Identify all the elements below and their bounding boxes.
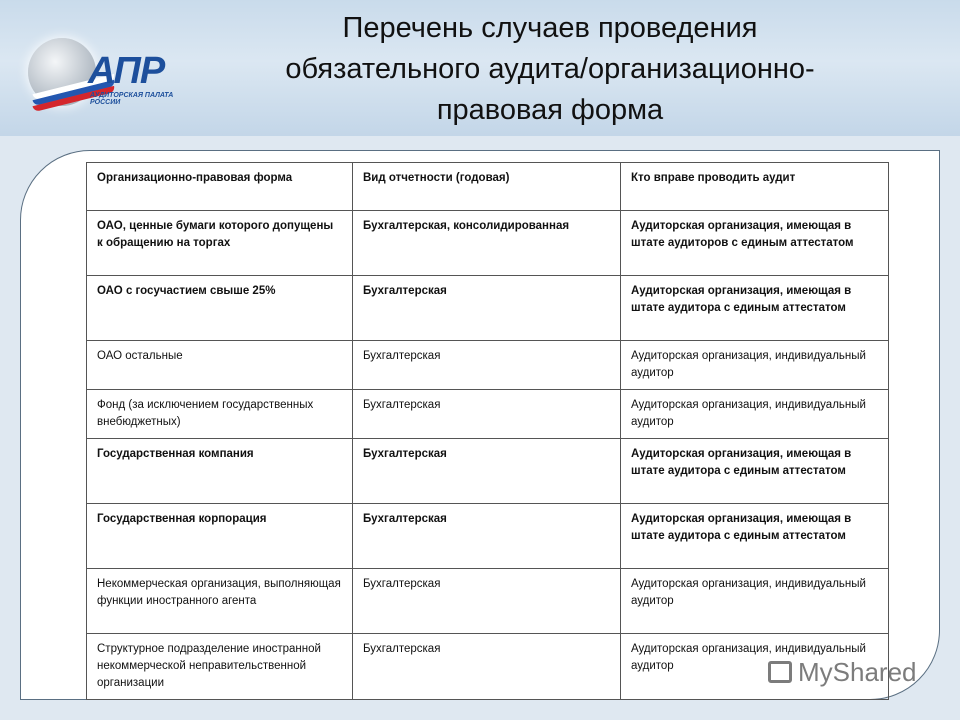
table-header-row [87,163,889,211]
table-cell: Аудиторская организация, имеющая в штате аудиторов с единым аттестатом [621,211,889,276]
table-cell: ОАО, ценные бумаги которого допущены к обращению на торгах [87,211,353,276]
table-cell: Бухгалтерская [353,504,621,569]
logo-subtitle: АУДИТОРСКАЯ ПАЛАТА РОССИИ [90,92,174,106]
logo-text: АПР [88,50,165,92]
column-header: Кто вправе проводить аудит [621,163,889,211]
table-cell: Государственная компания [87,439,353,504]
table-cell: Аудиторская организация, имеющая в штате аудитора с единым аттестатом [621,504,889,569]
title-line: Перечень случаев проведения [342,12,758,44]
slide-header [0,0,960,136]
table-row [87,211,889,276]
table-cell: Бухгалтерская [353,439,621,504]
table-row [87,569,889,634]
table-cell: Аудиторская организация, имеющая в штате аудитора с единым аттестатом [621,439,889,504]
table-row [87,439,889,504]
table-cell: Аудиторская организация, индивидуальный аудитор [621,634,889,700]
table-cell: Бухгалтерская [353,341,621,390]
table-cell: Аудиторская организация, индивидуальный аудитор [621,341,889,390]
slide-title [230,8,870,131]
watermark-text: MyShared [798,657,917,687]
presentation-icon [768,661,792,683]
table-row [87,341,889,390]
table-cell: Некоммерческая организация, выполняющая функции иностранного агента [87,569,353,634]
table-cell: Структурное подразделение иностранной некоммерческой неправительственной организации [87,634,353,700]
table-row [87,504,889,569]
audit-table [86,162,889,700]
watermark [768,657,917,688]
table-row [87,390,889,439]
table-cell: Государственная корпорация [87,504,353,569]
table-cell: Бухгалтерская [353,390,621,439]
title-line: обязательного аудита/организационно- [285,53,815,85]
column-header: Вид отчетности (годовая) [353,163,621,211]
table-row [87,276,889,341]
title-line: правовая форма [436,94,664,126]
column-header: Организационно-правовая форма [87,163,353,211]
table-cell: Бухгалтерская [353,276,621,341]
table-cell: Фонд (за исключением государственных внебюджетных) [87,390,353,439]
table-cell: Бухгалтерская [353,569,621,634]
table-cell: ОАО остальные [87,341,353,390]
apr-logo [28,38,198,118]
table-cell: Аудиторская организация, имеющая в штате аудитора с единым аттестатом [621,276,889,341]
table-cell: Аудиторская организация, индивидуальный аудитор [621,569,889,634]
table-cell: Бухгалтерская, консолидированная [353,211,621,276]
table-cell: Бухгалтерская [353,634,621,700]
table-cell: Аудиторская организация, индивидуальный аудитор [621,390,889,439]
table-cell: ОАО с госучастием свыше 25% [87,276,353,341]
